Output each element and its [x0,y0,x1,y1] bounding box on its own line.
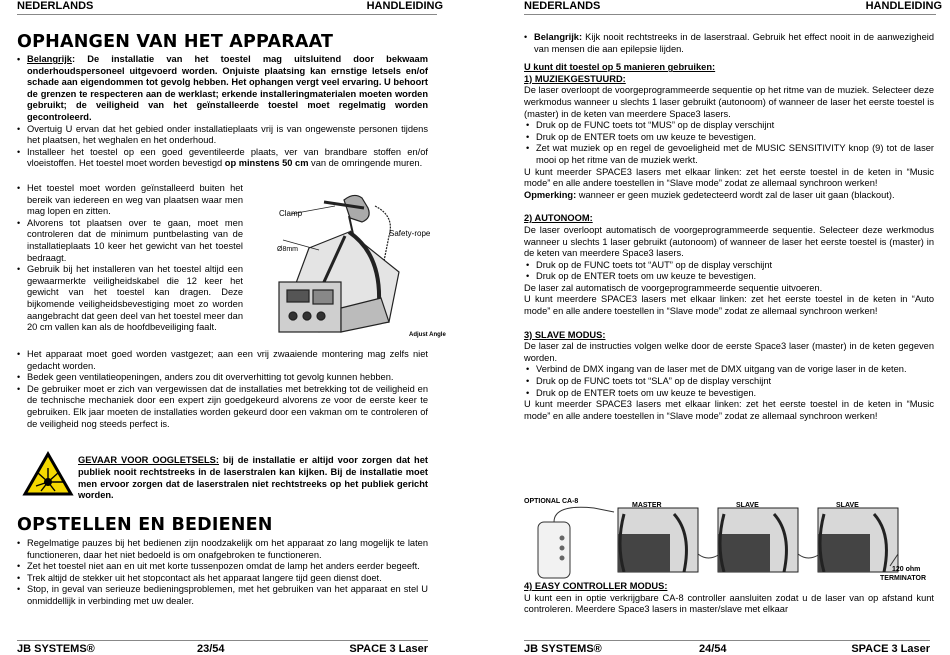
list-item: • Druk op de FUNC toets tot “MUS” op de display verschijnt [524,120,934,132]
warning-text: bij de installatie er altijd voor zorgen dat het publiek nooit rechtstreeks in de laserstralen kan kijken. Bij de installatie moet men ervoor zorgen dat de laserstralen niet rechtstreeks op het publiek gericht worden. [78,455,428,501]
list-item: • Druk op de FUNC toets tot “AUT” op de display verschijnt [524,260,934,272]
safety-rope-label: Safety-rope [389,229,431,238]
list-item: • Zet wat muziek op en regel de gevoeligheid met de MUSIC SENSITIVITY knop (9) tot de laser mooi op het ritme van de muziek werkt. [524,143,934,166]
list-item: • Stop, in geval van serieuze bedieningsproblemen, met het gebruiken van het apparaat en stel U onmiddellijk in verbinding met uw dealer. [17,584,428,607]
mode1-link-text: U kunt meerder SPACE3 lasers met elkaar linken: zet het eerste toestel in de keten in “Music mode” en alle andere toestellen in “Slave mode” zodat ze allemaal synchroon werken! [524,166,934,189]
right-footer [524,640,930,654]
important-text: : De installatie van het toestel mag uitsluitend door bekwaam onderhoudspersoneel uitgevoerd worden. Onjuiste plaatsing kan ernstige letsels en/of schade aan eigendommen tot gevolg hebben. Het ophangen vergt veel ervaring. U behoort de grenzen te respecteren aan de werklast; erkende installeringmaterialen moeten worden gebruikt; de veiligheid van het geïnstalleerde toestel moet regelmatig worden gecontroleerd. [27,54,428,122]
mounting-intro [17,54,428,170]
adjust-angle-label: Adjust Angle [409,332,446,338]
mode4-section [524,581,934,616]
section-title-operation: OPSTELLEN EN BEDIENEN [17,515,273,535]
footer-brand: JB SYSTEMS® [524,643,602,655]
header-language: NEDERLANDS [17,0,94,12]
mode3-description: De laser zal de instructies volgen welke door de eerste Space3 laser (master) in de keten gegeven worden. [524,341,934,363]
list-item: • Trek altijd de stekker uit het stopcontact als het apparaat langere tijd geen dienst doet. [17,573,428,585]
list-item: • Druk op de ENTER toets om uw keuze te bevestigen. [524,132,934,144]
mode1-description: De laser overloopt de voorgeprogrammeerde sequentie op het ritme van de muziek. Selecteer deze werkmodus wanneer u slechts 1 laser gebruikt (autonoom) of wanneer de laser het eerste toestel is (master) in de keten van meerdere Space3 lasers. [524,85,934,119]
list-item: • Bedek geen ventilatieopeningen, anders zou dit oververhitting tot gevolg kunnen hebben. [17,372,428,384]
important-bullet [17,54,428,124]
mode2-title: 2) AUTONOOM: [524,213,593,224]
important-bullet [524,32,934,55]
mode4-description: U kunt een in optie verkrijgbare CA-8 controller aansluiten zodat u de laser van op afstand kunt controleren. Meerdere Space3 lasers in master/slave met elkaar [524,592,934,615]
mounting-list-narrow [17,183,243,334]
list-item: • Het apparaat moet goed worden vastgezet; aan een vrij zwaaiende montering mag zelfs niet gedacht worden. [17,349,428,372]
left-footer [17,640,428,654]
footer-model: SPACE 3 Laser [349,643,428,655]
mode2-auto-text: De laser zal automatisch de voorgeprogrammeerde sequentie uitvoeren. [524,282,823,293]
note-text: wanneer er geen muziek gedetecteerd wordt zal de laser uit gaan (blackout). [576,189,895,200]
modes-title: U kunt dit toestel op 5 manieren gebruiken: [524,62,716,73]
terminator-ohm-label: 120 ohm [892,566,921,573]
master-laser [618,508,698,572]
list-item: • Overtuig U ervan dat het gebied onder installatieplaats vrij is van ongewenste personen tijdens het plaatsen, het weghalen en het onderhoud. [17,124,428,147]
right-page [524,0,942,655]
diameter-label: Ø8mm [277,246,298,253]
bullet-text: van de omringende muren. [308,158,423,169]
left-header [17,0,443,15]
list-item: • Zet het toestel niet aan en uit met korte tussenpozen omdat de lamp het anders eerder begeeft. [17,561,428,573]
eye-danger-warning [78,455,428,502]
footer-model: SPACE 3 Laser [851,643,930,655]
ca8-controller [538,522,570,578]
laser-warning-icon [23,452,73,496]
header-doc-type: HANDLEIDING [865,0,942,12]
mode1-note [524,190,934,202]
list-item: • Regelmatige pauzes bij het bedienen zijn noodzakelijk om het apparaat zo lang mogelijk te laten functioneren, daar het niet bedoeld is om onafgebroken te functioneren. [17,538,428,561]
important-text: Kijk nooit rechtstreeks in de laserstraal. Gebruik het effect nooit in de aanwezigheid van mensen die aan epilepsie lijden. [534,32,934,54]
mode3-title: 3) SLAVE MODUS: [524,329,606,340]
optional-ca8-label: OPTIONAL CA-8 [524,498,579,505]
slave-laser-1 [718,508,798,572]
list-item: • Druk op de ENTER toets om uw keuze te bevestigen. [524,271,934,283]
section-title-mounting: OPHANGEN VAN HET APPARAAT [17,32,334,52]
footer-page-number: 24/54 [699,643,727,655]
left-page [17,0,446,655]
mode1-title: 1) MUZIEKGESTUURD: [524,73,626,84]
right-header [524,0,942,15]
daisy-chain-diagram [524,494,936,586]
list-item: • Het toestel moet worden geïnstalleerd buiten het bereik van iedereen en weg van plaatsen waar men mag lopen en zitten. [17,183,243,218]
bullet-bold: op minstens 50 cm [224,158,309,169]
mounting-list-wide [17,349,428,430]
list-item [17,147,428,170]
header-doc-type: HANDLEIDING [366,0,443,12]
note-label: Opmerking: [524,189,577,200]
operation-list [17,538,428,608]
mode4-title: 4) EASY CONTROLLER MODUS: [524,581,668,591]
mode2-description: De laser overloopt automatisch de voorgeprogrammeerde sequentie. Selecteer deze werkmodus wanneer u slechts 1 laser gebruikt (autonoom) of wanneer de laser het eerste toestel is (master) in de keten van meerdere Space3 lasers. [524,224,934,259]
bullet-text: Installeer het toestel op een goed geventileerde plaats, ver van brandbare stoffen en/of vloeistoffen. Het toestel moet worden bevestigd [27,146,428,169]
clamp-label: Clamp [279,209,303,218]
warning-label: GEVAAR VOOR OOGLETSELS: [78,455,219,465]
important-label: Belangrijk [27,54,72,64]
important-label: Belangrijk: [534,32,583,42]
footer-page-number: 23/54 [197,643,225,655]
mode3-link-text: U kunt meerder SPACE3 lasers met elkaar linken: zet het eerste toestel in de keten in “Music mode” en alle andere toestellen in “Slave mode” zodat ze allemaal synchroon werken! [524,399,934,421]
slave-label-2: SLAVE [836,502,859,509]
header-language: NEDERLANDS [524,0,601,12]
mounting-diagram [249,188,446,340]
list-item: • De gebruiker moet er zich van vergewissen dat de installaties met betrekking tot de veiligheid en de technische mechaniek door een expert zijn goedgekeurd alvorens ze voor de eerste keer te gebruiken. Elk jaar moeten de installaties worden gekeurd door een vakman om te controleren of de veiligheid nog steeds perfect is. [17,384,428,430]
list-item: • Verbind de DMX ingang van de laser met de DMX uitgang van de vorige laser in de keten. [524,364,934,376]
master-label: MASTER [632,502,662,509]
slave-laser-2 [818,508,898,572]
slave-label-1: SLAVE [736,502,759,509]
list-item: • Druk op de FUNC toets tot “SLA” op de display verschijnt [524,376,934,388]
list-item: • Alvorens tot plaatsen over te gaan, moet men controleren dat de minimum puntbelasting van de installatieplaats 10 keer het gewicht van het toestel bedraagt. [17,218,243,264]
list-item: • Druk op de ENTER toets om uw keuze te bevestigen. [524,388,934,400]
terminator-label: TERMINATOR [880,575,927,582]
mode2-link-text: U kunt meerdere SPACE3 lasers met elkaar linken: zet het eerste toestel in de keten in “Auto mode” en alle andere toestellen in “Slave mode” zodat ze allemaal synchroon werken! [524,294,934,317]
right-intro [524,32,934,422]
footer-brand: JB SYSTEMS® [17,643,95,655]
list-item: • Gebruik bij het installeren van het toestel altijd een gewaarmerkte veiligheidskabel die 12 keer het gewicht van het toestel kan dragen. Deze bijkomende veiligheidsbevestiging moet zo worden aangebracht dat geen deel van het toestel meer dan 20 cm vallen kan als de hoofdbeveiliging faalt. [17,264,243,334]
